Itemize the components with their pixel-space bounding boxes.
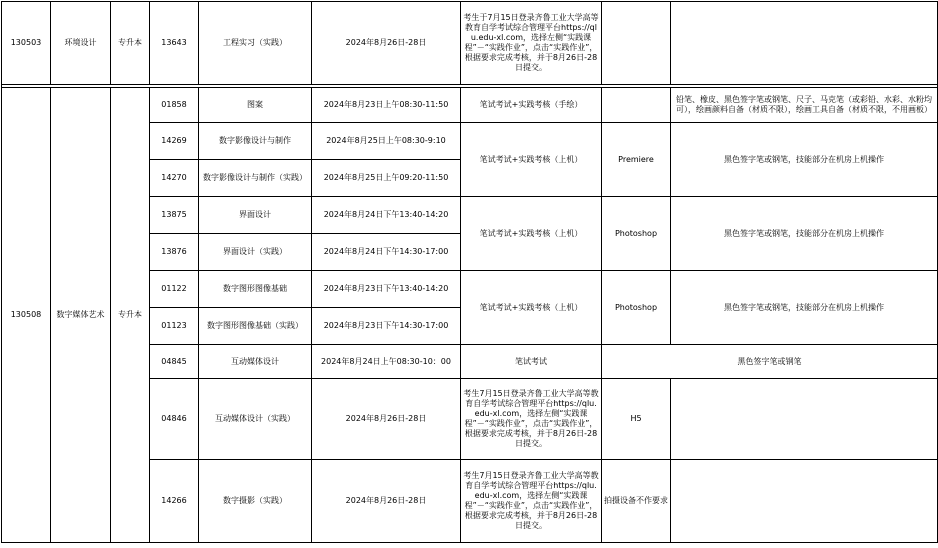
exam-time: 2024年8月25日上午09:20-11:50 [312, 160, 461, 197]
requirements: 铅笔、橡皮、黑色签字笔或钢笔、尺子、马克笔（或彩铅、水彩、水粉均可），绘画颜料自备（材质不限），绘画工具自备（材质不限，不用画板） [671, 88, 938, 123]
course-code: 01858 [150, 88, 199, 123]
course-code: 14270 [150, 160, 199, 197]
table-row [2, 2, 938, 85]
course-name: 数字摄影（实践） [199, 460, 312, 543]
exam-time: 2024年8月24日上午08:30-10：00 [312, 345, 461, 379]
exam-method: 笔试考试+实践考核（上机） [461, 123, 602, 197]
software [602, 2, 671, 85]
course-name: 图案 [199, 88, 312, 123]
software: 拍摄设备不作要求 [602, 460, 671, 543]
software [602, 88, 671, 123]
software: Premiere [602, 123, 671, 197]
course-name: 界面设计 [199, 197, 312, 234]
course-code: 01123 [150, 308, 199, 345]
exam-method: 笔试考试+实践考核（手绘） [461, 88, 602, 123]
exam-method: 笔试考试+实践考核（上机） [461, 271, 602, 345]
exam-time: 2024年8月26日-28日 [312, 460, 461, 543]
exam-method: 考生7月15日登录齐鲁工业大学高等教育自学考试综合管理平台https://qlu.edu-xl.com，选择左侧“实践课程”－“实践作业”，点击“实践作业”，根据要求完成考核，并于8月26日-28日提交。 [461, 460, 602, 543]
exam-time: 2024年8月24日下午14:30-17:00 [312, 234, 461, 271]
table-row [2, 88, 938, 123]
requirements [671, 2, 938, 85]
course-name: 工程实习（实践） [199, 2, 312, 85]
exam-method: 考生于7月15日登录齐鲁工业大学高等教育自学考试综合管理平台https://qlu.edu-xl.com，选择左侧“实践课程”－“实践作业”，点击“实践作业”，根据要求完成考核，并于8月26日-28日提交。 [461, 2, 602, 85]
exam-time: 2024年8月23日下午14:30-17:00 [312, 308, 461, 345]
course-name: 互动媒体设计（实践） [199, 379, 312, 460]
exam-time: 2024年8月23日上午08:30-11:50 [312, 88, 461, 123]
course-code: 14266 [150, 460, 199, 543]
requirements: 黑色签字笔或钢笔，技能部分在机房上机操作 [671, 123, 938, 197]
exam-method: 考生7月15日登录齐鲁工业大学高等教育自学考试综合管理平台https://qlu.edu-xl.com，选择左侧“实践课程”－“实践作业”，点击“实践作业”，根据要求完成考核，并于8月26日-28日提交。 [461, 379, 602, 460]
requirements [671, 379, 938, 460]
course-name: 界面设计（实践） [199, 234, 312, 271]
software: H5 [602, 379, 671, 460]
course-code: 14269 [150, 123, 199, 160]
exam-method: 笔试考试+实践考核（上机） [461, 197, 602, 271]
course-name: 互动媒体设计 [199, 345, 312, 379]
major-code: 130508 [2, 88, 51, 543]
exam-time: 2024年8月25日上午08:30-9:10 [312, 123, 461, 160]
software: Photoshop [602, 197, 671, 271]
course-code: 04846 [150, 379, 199, 460]
exam-time: 2024年8月23日下午13:40-14:20 [312, 271, 461, 308]
level: 专升本 [111, 88, 150, 543]
course-name: 数字图形图像基础 [199, 271, 312, 308]
requirements: 黑色签字笔或钢笔，技能部分在机房上机操作 [671, 197, 938, 271]
exam-time: 2024年8月24日下午13:40-14:20 [312, 197, 461, 234]
course-code: 04845 [150, 345, 199, 379]
course-code: 13875 [150, 197, 199, 234]
requirements [671, 460, 938, 543]
requirements: 黑色签字笔或钢笔 [602, 345, 938, 379]
exam-method: 笔试考试 [461, 345, 602, 379]
exam-time: 2024年8月26日-28日 [312, 2, 461, 85]
course-code: 13876 [150, 234, 199, 271]
course-name: 数字影像设计与制作（实践） [199, 160, 312, 197]
level: 专升本 [111, 2, 150, 85]
requirements: 黑色签字笔或钢笔，技能部分在机房上机操作 [671, 271, 938, 345]
course-name: 数字影像设计与制作 [199, 123, 312, 160]
exam-time: 2024年8月26日-28日 [312, 379, 461, 460]
software: Photoshop [602, 271, 671, 345]
major-name: 环境设计 [51, 2, 111, 85]
major-name: 数字媒体艺术 [51, 88, 111, 543]
exam-schedule-table [1, 1, 938, 543]
course-code: 13643 [150, 2, 199, 85]
major-code: 130503 [2, 2, 51, 85]
course-name: 数字图形图像基础（实践） [199, 308, 312, 345]
course-code: 01122 [150, 271, 199, 308]
